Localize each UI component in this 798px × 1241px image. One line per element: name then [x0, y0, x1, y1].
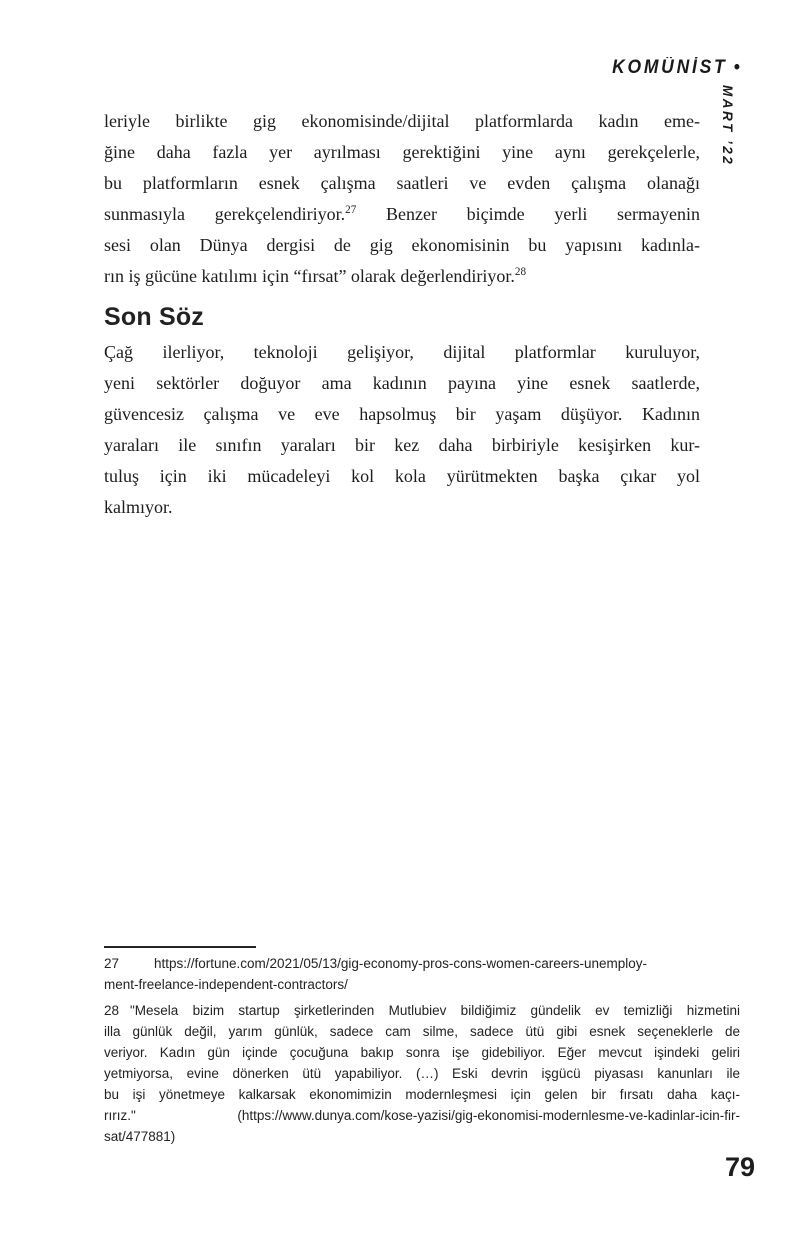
- footnote-marker: 28: [104, 1003, 120, 1018]
- text-line: Çağ ilerliyor, teknoloji gelişiyor, dijital platformlar kuruluyor,: [104, 342, 700, 362]
- footnote-line: [104, 1000, 740, 1021]
- footnote-marker: 27: [104, 956, 120, 971]
- text-line: leriyle birlikte gig ekonomisinde/dijital platformlarda kadın eme-: [104, 111, 700, 131]
- section-heading: Son Söz: [104, 303, 205, 331]
- page-number: 79: [724, 1152, 755, 1182]
- paragraph-1: [104, 106, 700, 292]
- text-line: bu platformların esnek çalışma saatleri ve evden çalışma olanağı: [104, 173, 700, 193]
- text-segment: Benzer biçimde yerli sermayenin: [356, 204, 701, 224]
- journal-header: [612, 57, 740, 79]
- issue-date: MART ’22: [720, 85, 735, 167]
- text-segment: sunmasıyla gerekçelendiriyor.: [104, 204, 346, 224]
- text-line: kalmıyor.: [104, 497, 173, 517]
- text-line: sesi olan Dünya dergisi de gig ekonomisinin bu yapısını kadınla-: [104, 235, 700, 255]
- footnote-ref-27: 27: [345, 204, 357, 216]
- footnote-line: sat/477881): [104, 1129, 176, 1144]
- text-line: tuluş için iki mücadeleyi kol kola yürütmekten başka çıkar yol: [104, 466, 700, 486]
- footnote-line: veriyor. Kadın gün içinde çocuğuna bakıp sonra işe gidebiliyor. Eğer mevcut işindeki geliri: [104, 1045, 740, 1060]
- footnote-28: [104, 1000, 740, 1147]
- journal-title: KOMÜNİST: [612, 57, 728, 78]
- text-line: ğine daha fazla yer ayrılması gerektiğini yine aynı gerekçelerle,: [104, 142, 700, 162]
- bullet-icon: •: [733, 57, 740, 78]
- footnote-line: [104, 953, 740, 974]
- text-line: [104, 199, 700, 230]
- text-segment: "Mesela bizim startup şirketlerinden Mutlubiev bildiğimiz gündelik ev temizliği hizmetini: [130, 1003, 740, 1018]
- footnote-27: [104, 953, 740, 995]
- text-line: yeni sektörler doğuyor ama kadının payına yine esnek saatlerde,: [104, 373, 700, 393]
- paragraph-2: [104, 337, 700, 523]
- text-segment: rın iş gücüne katılımı için “fırsat” olarak değerlendiriyor.: [104, 266, 515, 286]
- footnote-separator: [104, 946, 256, 948]
- text-line: [104, 261, 700, 292]
- text-line: yaraları ile sınıfın yaraları bir kez daha birbiriyle kesişirken kur-: [104, 435, 700, 455]
- article-body: [104, 106, 700, 523]
- footnote-line: ment-freelance-independent-contractors/: [104, 977, 348, 992]
- footnote-line: yetmiyorsa, evine dönerken ütü yapabiliyor. (…) Eski devrin işgücü piyasası kanunları ile: [104, 1066, 740, 1081]
- footnote-line: bu işi yönetmeye kalkarsak ekonomimizin modernleşmesi için gelen bir fırsatı daha kaçı-: [104, 1087, 740, 1102]
- footnote-url: https://fortune.com/2021/05/13/gig-economy-pros-cons-women-careers-unemploy-: [154, 956, 647, 971]
- footnote-line: illa günlük değil, yarım günlük, sadece cam silme, sadece ütü gibi esnek seçeneklerle de: [104, 1024, 740, 1039]
- footnote-line: rırız." (https://www.dunya.com/kose-yazisi/gig-ekonomisi-modernlesme-ve-kadinlar-icin-fir-: [104, 1108, 740, 1123]
- footnote-ref-28: 28: [514, 266, 527, 278]
- footnotes-section: [104, 940, 740, 1152]
- text-line: güvencesiz çalışma ve eve hapsolmuş bir yaşam düşüyor. Kadının: [104, 404, 700, 424]
